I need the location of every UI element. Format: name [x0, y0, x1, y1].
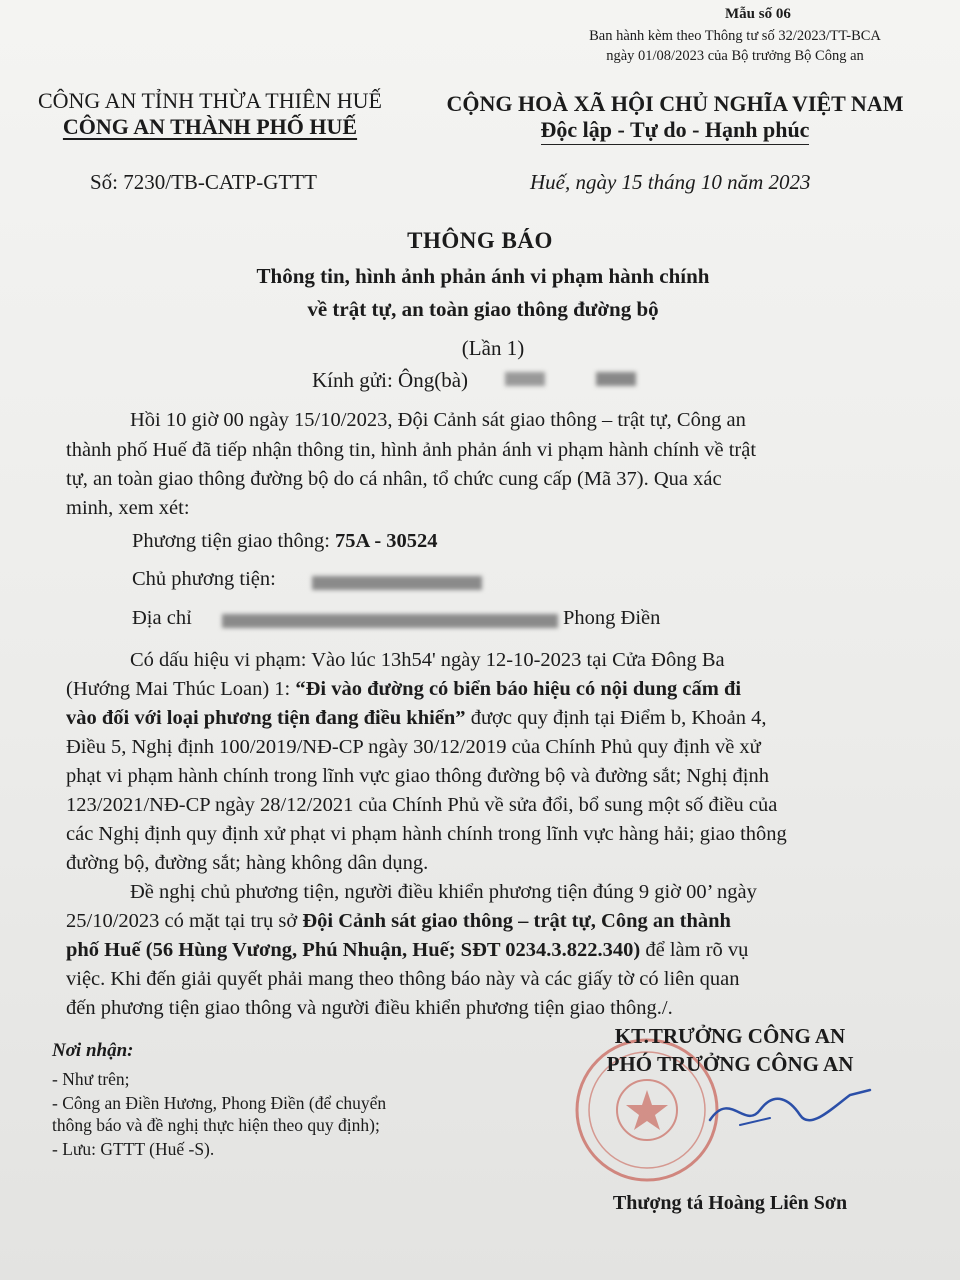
violation-line-5: phạt vi phạm hành chính trong lĩnh vực giao thông đường bộ và đường sắt; Nghị định	[66, 765, 769, 787]
address-label: Địa chỉ	[132, 607, 192, 629]
form-number: Mẫu số 06	[725, 6, 791, 22]
redacted-address	[222, 614, 558, 628]
signature-title-1: KT.TRƯỞNG CÔNG AN	[614, 1024, 846, 1048]
request-line-3	[66, 935, 896, 965]
request-line-2	[66, 906, 896, 936]
request-line-5: đến phương tiện giao thông và người điều khiển phương tiện giao thông./.	[66, 997, 673, 1019]
request-line-4: việc. Khi đến giải quyết phải mang theo thông báo này và các giấy tờ có liên quan	[66, 968, 740, 990]
motto: Độc lập - Tự do - Hạnh phúc	[541, 117, 810, 145]
subtitle-line-1: Thông tin, hình ảnh phản ánh vi phạm hành chính	[256, 264, 710, 288]
form-note-line-1: Ban hành kèm theo Thông tư số 32/2023/TT-BCA	[589, 28, 881, 44]
place-date: Huế, ngày 15 tháng 10 năm 2023	[530, 170, 811, 194]
agency-line-2	[20, 114, 400, 140]
violation-location: (Hướng Mai Thúc Loan) 1:	[66, 678, 296, 700]
violation-line-3	[66, 703, 896, 733]
agency-line-1: CÔNG AN TỈNH THỪA THIÊN HUẾ	[37, 88, 382, 113]
nation-line-2	[425, 117, 925, 143]
address-tail: Phong Điền	[563, 607, 661, 629]
recipient-item-3: thông báo và đề nghị thực hiện theo quy định);	[52, 1115, 380, 1135]
owner-label: Chủ phương tiện:	[132, 568, 276, 590]
paragraph-1-line-2: thành phố Huế đã tiếp nhận thông tin, hình ảnh phản ánh vi phạm hành chính về trật	[66, 439, 757, 461]
violation-legal-ref: được quy định tại Điểm b, Khoản 4,	[465, 707, 767, 729]
recipients-title: Nơi nhận:	[52, 1040, 134, 1061]
violation-line-8: đường bộ, đường sắt; hàng không dân dụng.	[66, 852, 429, 874]
violation-line-7: các Nghị định quy định xử phạt vi phạm hành chính trong lĩnh vực hàng hải; giao thông	[66, 823, 787, 845]
violation-line-4: Điều 5, Nghị định 100/2019/NĐ-CP ngày 30/12/2019 của Chính Phủ quy định về xử	[66, 736, 761, 758]
document-title: THÔNG BÁO	[407, 228, 553, 253]
vehicle-label: Phương tiện giao thông:	[132, 530, 330, 552]
attempt-number: (Lần 1)	[461, 336, 525, 360]
request-office-a: Đội Cảnh sát giao thông – trật tự, Công an thành	[302, 910, 731, 932]
violation-line-6: 123/2021/NĐ-CP ngày 28/12/2021 của Chính Phủ về sửa đổi, bổ sung một số điều của	[66, 794, 778, 816]
violation-line-2	[66, 674, 896, 704]
request-office-b: phố Huế (56 Hùng Vương, Phú Nhuận, Huế; SĐT 0234.3.822.340)	[66, 939, 641, 961]
owner-field	[132, 568, 276, 591]
nation-line-1: CỘNG HOÀ XÃ HỘI CHỦ NGHĨA VIỆT NAM	[446, 91, 904, 116]
recipient-item-4: - Lưu: GTTT (Huế -S).	[52, 1139, 215, 1159]
handwritten-signature-icon	[700, 1080, 880, 1140]
vehicle-field	[132, 530, 438, 553]
recipient-item-2: - Công an Điền Hương, Phong Điền (để chuyển	[52, 1093, 387, 1113]
violation-desc-b: vào đối với loại phương tiện đang điều khiển”	[66, 707, 466, 729]
signature-title-2: PHÓ TRƯỞNG CÔNG AN	[606, 1052, 854, 1076]
redacted-name-2	[596, 372, 636, 386]
document-number: Số: 7230/TB-CATP-GTTT	[90, 170, 317, 194]
form-note-line-2: ngày 01/08/2023 của Bộ trưởng Bộ Công an	[606, 48, 864, 64]
address-field	[132, 607, 192, 630]
paragraph-1-line-4: minh, xem xét:	[66, 497, 190, 519]
signer-name: Thượng tá Hoàng Liên Sơn	[612, 1192, 848, 1214]
violation-desc-a: “Đi vào đường có biển báo hiệu có nội dung cấm đi	[295, 678, 742, 700]
recipient-item-1: - Như trên;	[52, 1069, 130, 1089]
agency-name: CÔNG AN THÀNH PHỐ HUẾ	[62, 114, 358, 139]
subtitle-line-2: về trật tự, an toàn giao thông đường bộ	[307, 297, 659, 321]
paragraph-1-line-3: tự, an toàn giao thông đường bộ do cá nhân, tổ chức cung cấp (Mã 37). Qua xác	[66, 468, 722, 490]
paragraph-1-line-1: Hồi 10 giờ 00 ngày 15/10/2023, Đội Cảnh sát giao thông – trật tự, Công an	[130, 409, 746, 431]
violation-line-1: Có dấu hiệu vi phạm: Vào lúc 13h54' ngày 12-10-2023 tại Cửa Đông Ba	[130, 649, 725, 671]
license-plate: 75A - 30524	[335, 530, 438, 552]
greeting: Kính gửi: Ông(bà)	[312, 368, 469, 392]
request-line-1: Đề nghị chủ phương tiện, người điều khiển phương tiện đúng 9 giờ 00’ ngày	[130, 881, 757, 903]
request-purpose: để làm rõ vụ	[640, 939, 749, 961]
request-date: 25/10/2023 có mặt tại trụ sở	[66, 910, 303, 932]
redacted-owner	[312, 576, 482, 590]
form-note	[570, 26, 900, 66]
redacted-name-1	[505, 372, 545, 386]
